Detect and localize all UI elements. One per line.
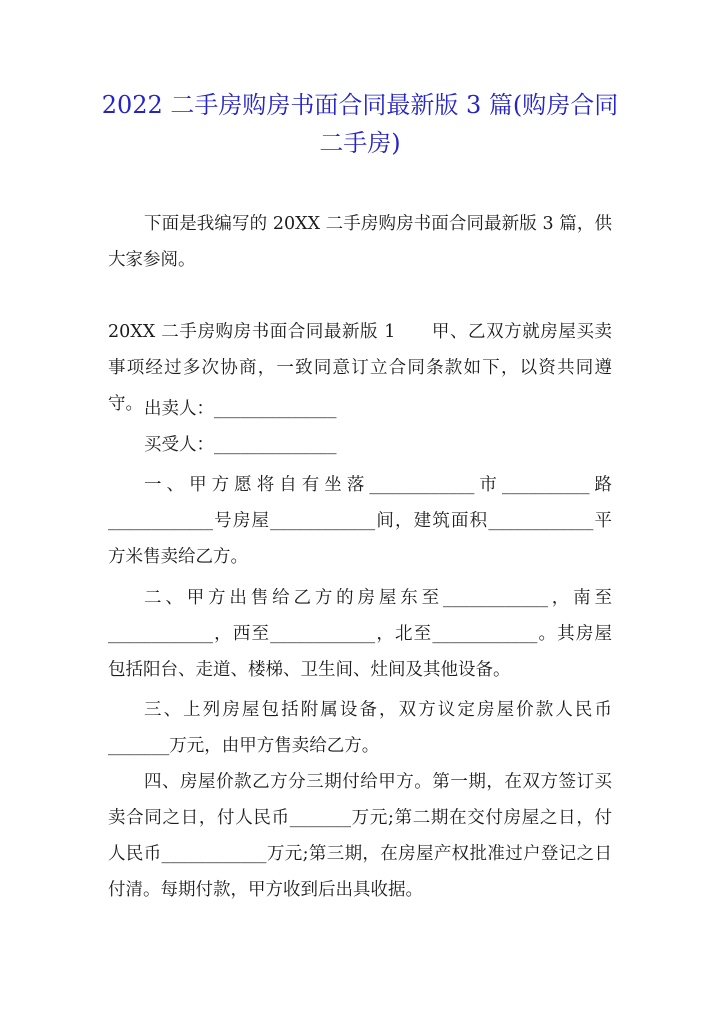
document-title: 2022 二手房购房书面合同最新版 3 篇(购房合同 二手房)	[101, 91, 619, 157]
section-1-heading: 20XX 二手房购房书面合同最新版 1	[108, 322, 396, 342]
seller-line: 出卖人：______________	[144, 399, 337, 419]
clause-3: 三、上列房屋包括附属设备，双方议定房屋价款人民币_______万元，由甲方售卖给乙方。	[108, 700, 612, 756]
clause-2: 二、甲方出售给乙方的房屋东至____________，南至____________，西至____________，北至____________。其房屋包括阳台、走道、楼梯、卫生间、灶间及其他设备。	[108, 588, 612, 680]
clause-1: 一、甲方愿将自有坐落____________市__________路____________号房屋____________间，建筑面积____________平方米售卖给乙方。	[108, 475, 612, 567]
buyer-line: 买受人：______________	[144, 435, 337, 455]
clause-4: 四、房屋价款乙方分三期付给甲方。第一期，在双方签订买卖合同之日，付人民币_______万元;第二期在交付房屋之日，付人民币____________万元;第三期，在房屋产权批准过户登记之日付清。每期付款，甲方收到后出具收据。	[108, 772, 612, 900]
intro-paragraph: 下面是我编写的 20XX 二手房购房书面合同最新版 3 篇，供大家参阅。	[108, 214, 612, 270]
section-1-opening: 甲、乙双方就房屋买卖事项经过多次协商，一致同意订立合同条款如下，以资共同遵守。	[108, 322, 613, 414]
